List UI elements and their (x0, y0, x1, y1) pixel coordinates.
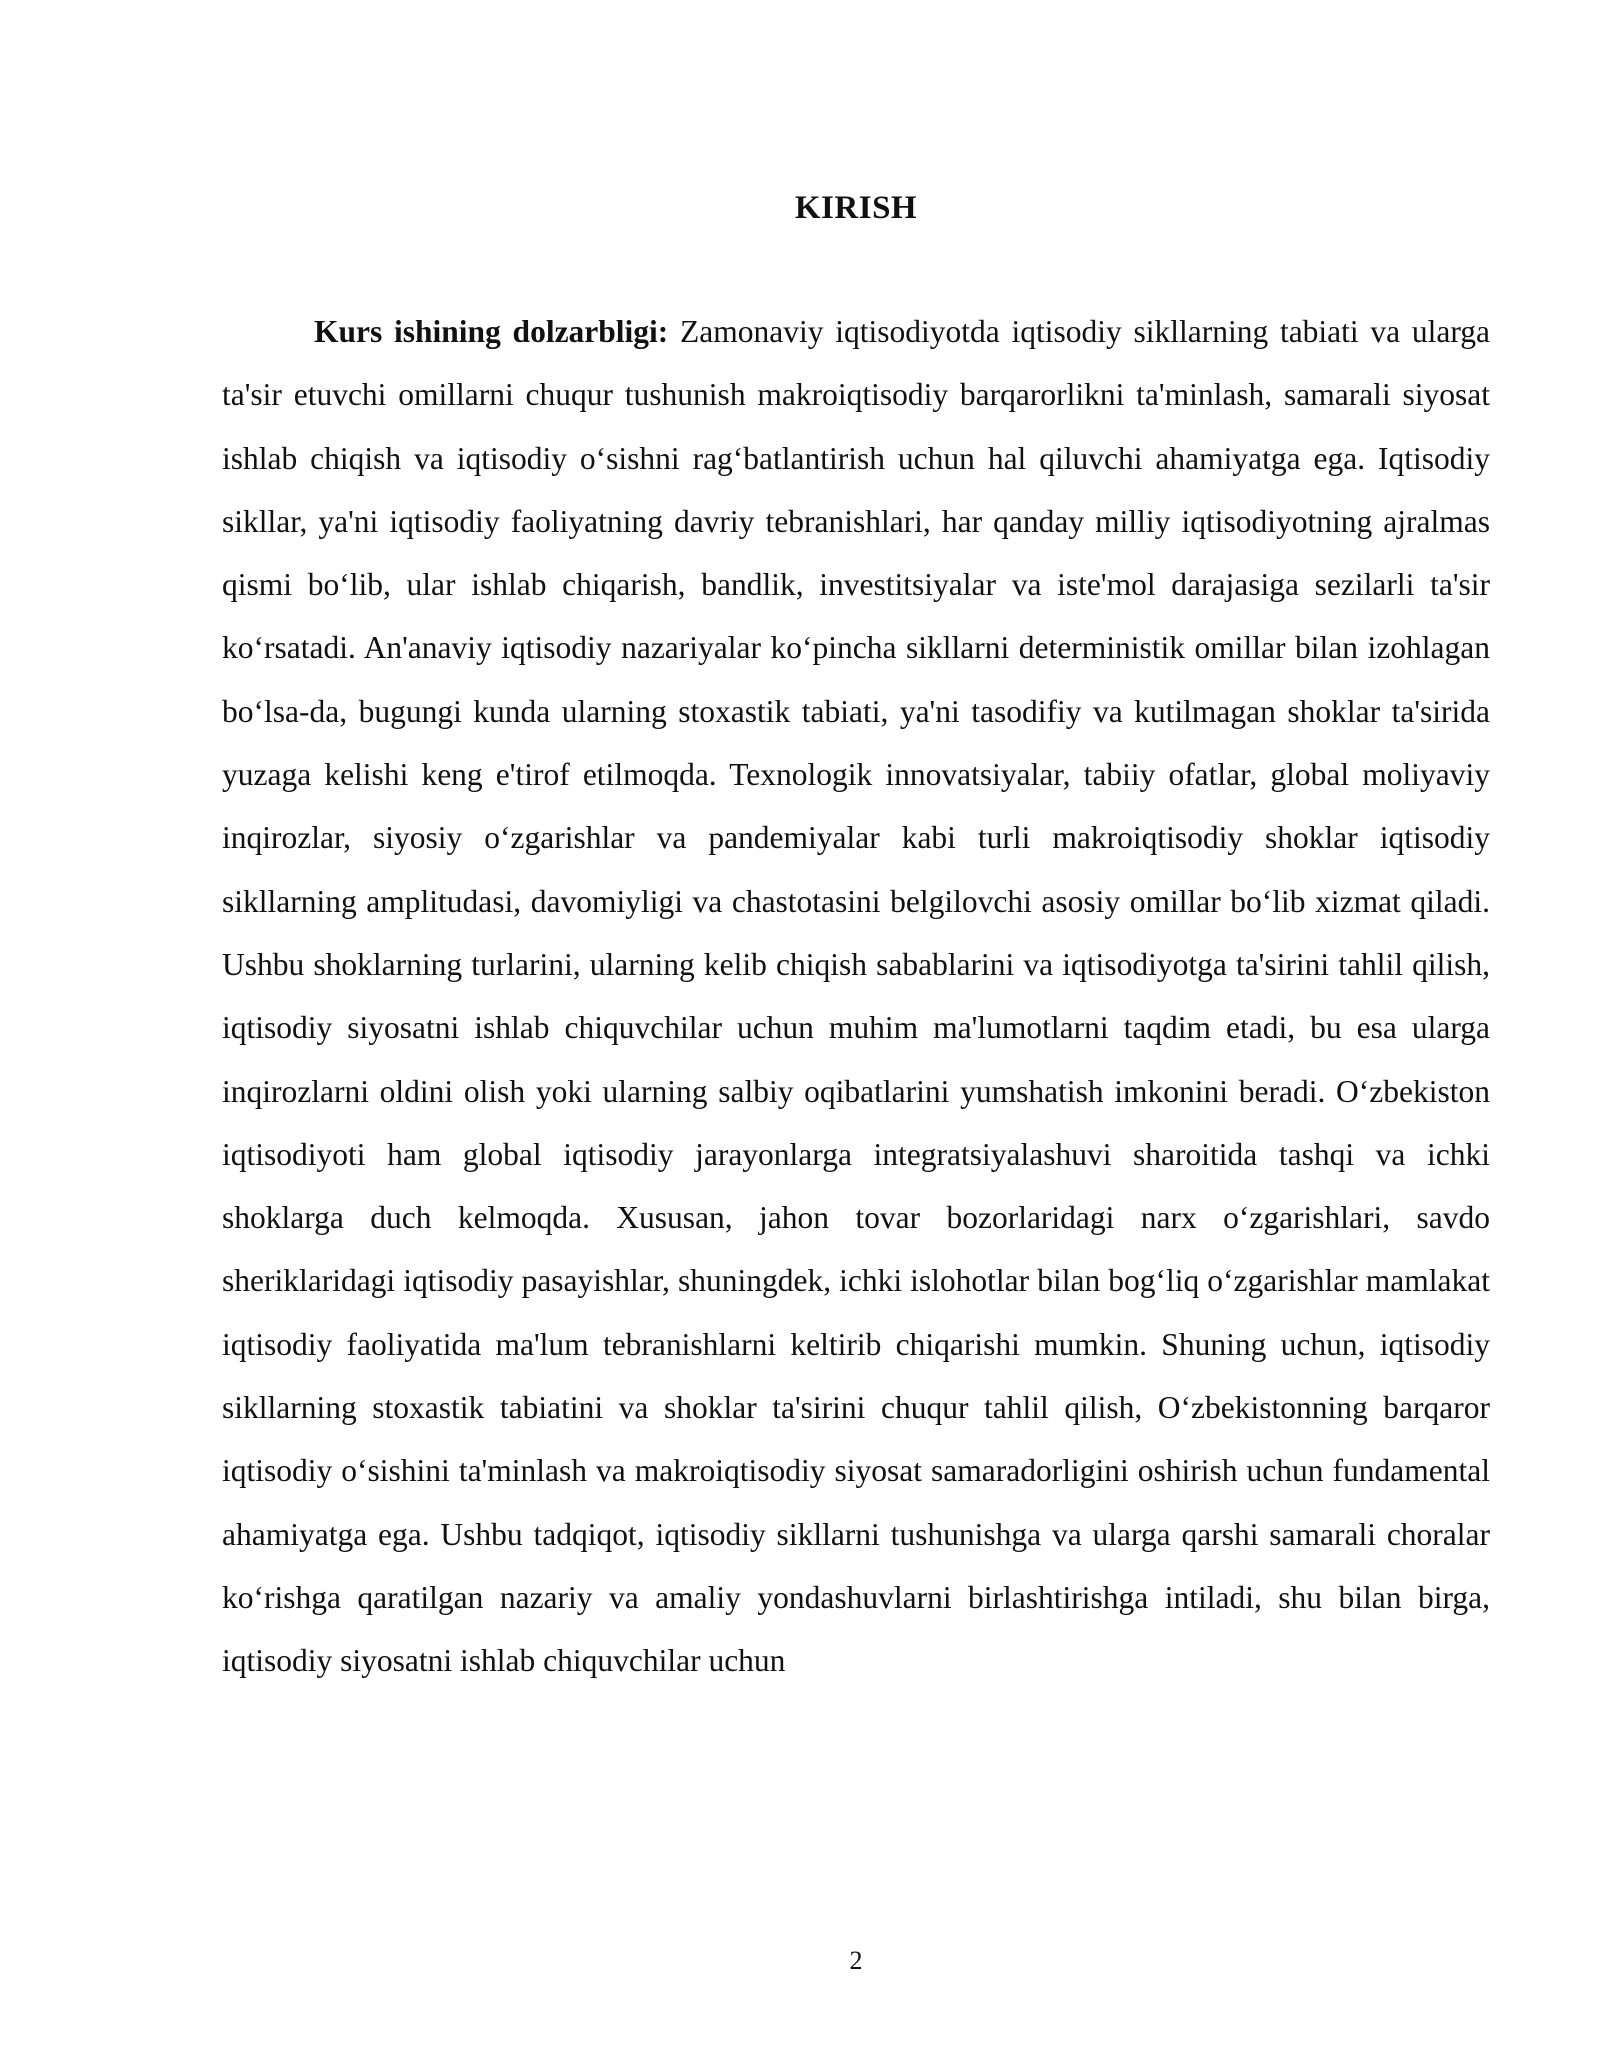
page-title: KIRISH (794, 190, 918, 226)
paragraph-text: Zamonaviy iqtisodiyotda iqtisodiy sikllarning tabiati va ularga ta'sir etuvchi omillarni chuqur tushunish makroiqtisodiy barqarorlikni ta'minlash, samarali siyosat ishlab chiqish va iqtisodiy o‘sishni rag‘batlantirish uchun hal qiluvchi ahamiyatga ega. Iqtisodiy sikllar, ya'ni iqtisodiy faoliyatning davriy tebranishlari, har qanday milliy iqtisodiyotning ajralmas qismi bo‘lib, ular ishlab chiqarish, bandlik, investitsiyalar va iste'mol darajasiga sezilarli ta'sir ko‘rsatadi. An'anaviy iqtisodiy nazariyalar ko‘pincha sikllarni deterministik omillar bilan izohlagan bo‘lsa-da, bugungi kunda ularning stoxastik tabiati, ya'ni tasodifiy va kutilmagan shoklar ta'sirida yuzaga kelishi keng e'tirof etilmoqda. Texnologik innovatsiyalar, tabiiy ofatlar, global moliyaviy inqirozlar, siyosiy o‘zgarishlar va pandemiyalar kabi turli makroiqtisodiy shoklar iqtisodiy sikllarning amplitudasi, davomiyligi va chastotasini belgilovchi asosiy omillar bo‘lib xizmat qiladi. Ushbu shoklarning turlarini, ularning kelib chiqish sabablarini va iqtisodiyotga ta'sirini tahlil qilish, iqtisodiy siyosatni ishlab chiquvchilar uchun muhim ma'lumotlarni taqdim etadi, bu esa ularga inqirozlarni oldini olish yoki ularning salbiy oqibatlarini yumshatish imkonini beradi. O‘zbekiston iqtisodiyoti ham global iqtisodiy jarayonlarga integratsiyalashuvi sharoitida tashqi va ichki shoklarga duch kelmoqda. Xususan, jahon tovar bozorlaridagi narx o‘zgarishlari, savdo sheriklaridagi iqtisodiy pasayishlar, shuningdek, ichki islohotlar bilan bog‘liq o‘zgarishlar mamlakat iqtisodiy faoliyatida ma'lum tebranishlarni keltirib chiqarishi mumkin. Shuning uchun, iqtisodiy sikllarning stoxastik tabiatini va shoklar ta'sirini chuqur tahlil qilish, O‘zbekistonning barqaror iqtisodiy o‘sishini ta'minlash va makroiqtisodiy siyosat samaradorligini oshirish uchun fundamental ahamiyatga ega. Ushbu tadqiqot, iqtisodiy sikllarni tushunishga va ularga qarshi samarali choralar ko‘rishga qaratilgan nazariy va amaliy yondashuvlarni birlashtirishga intiladi, shu bilan birga, iqtisodiy siyosatni ishlab chiquvchilar uchun (222, 314, 1491, 1679)
paragraph-lead: Kurs ishining dolzarbligi: (314, 314, 669, 349)
page-number: 2 (849, 1946, 863, 1975)
intro-paragraph (222, 300, 1490, 1693)
